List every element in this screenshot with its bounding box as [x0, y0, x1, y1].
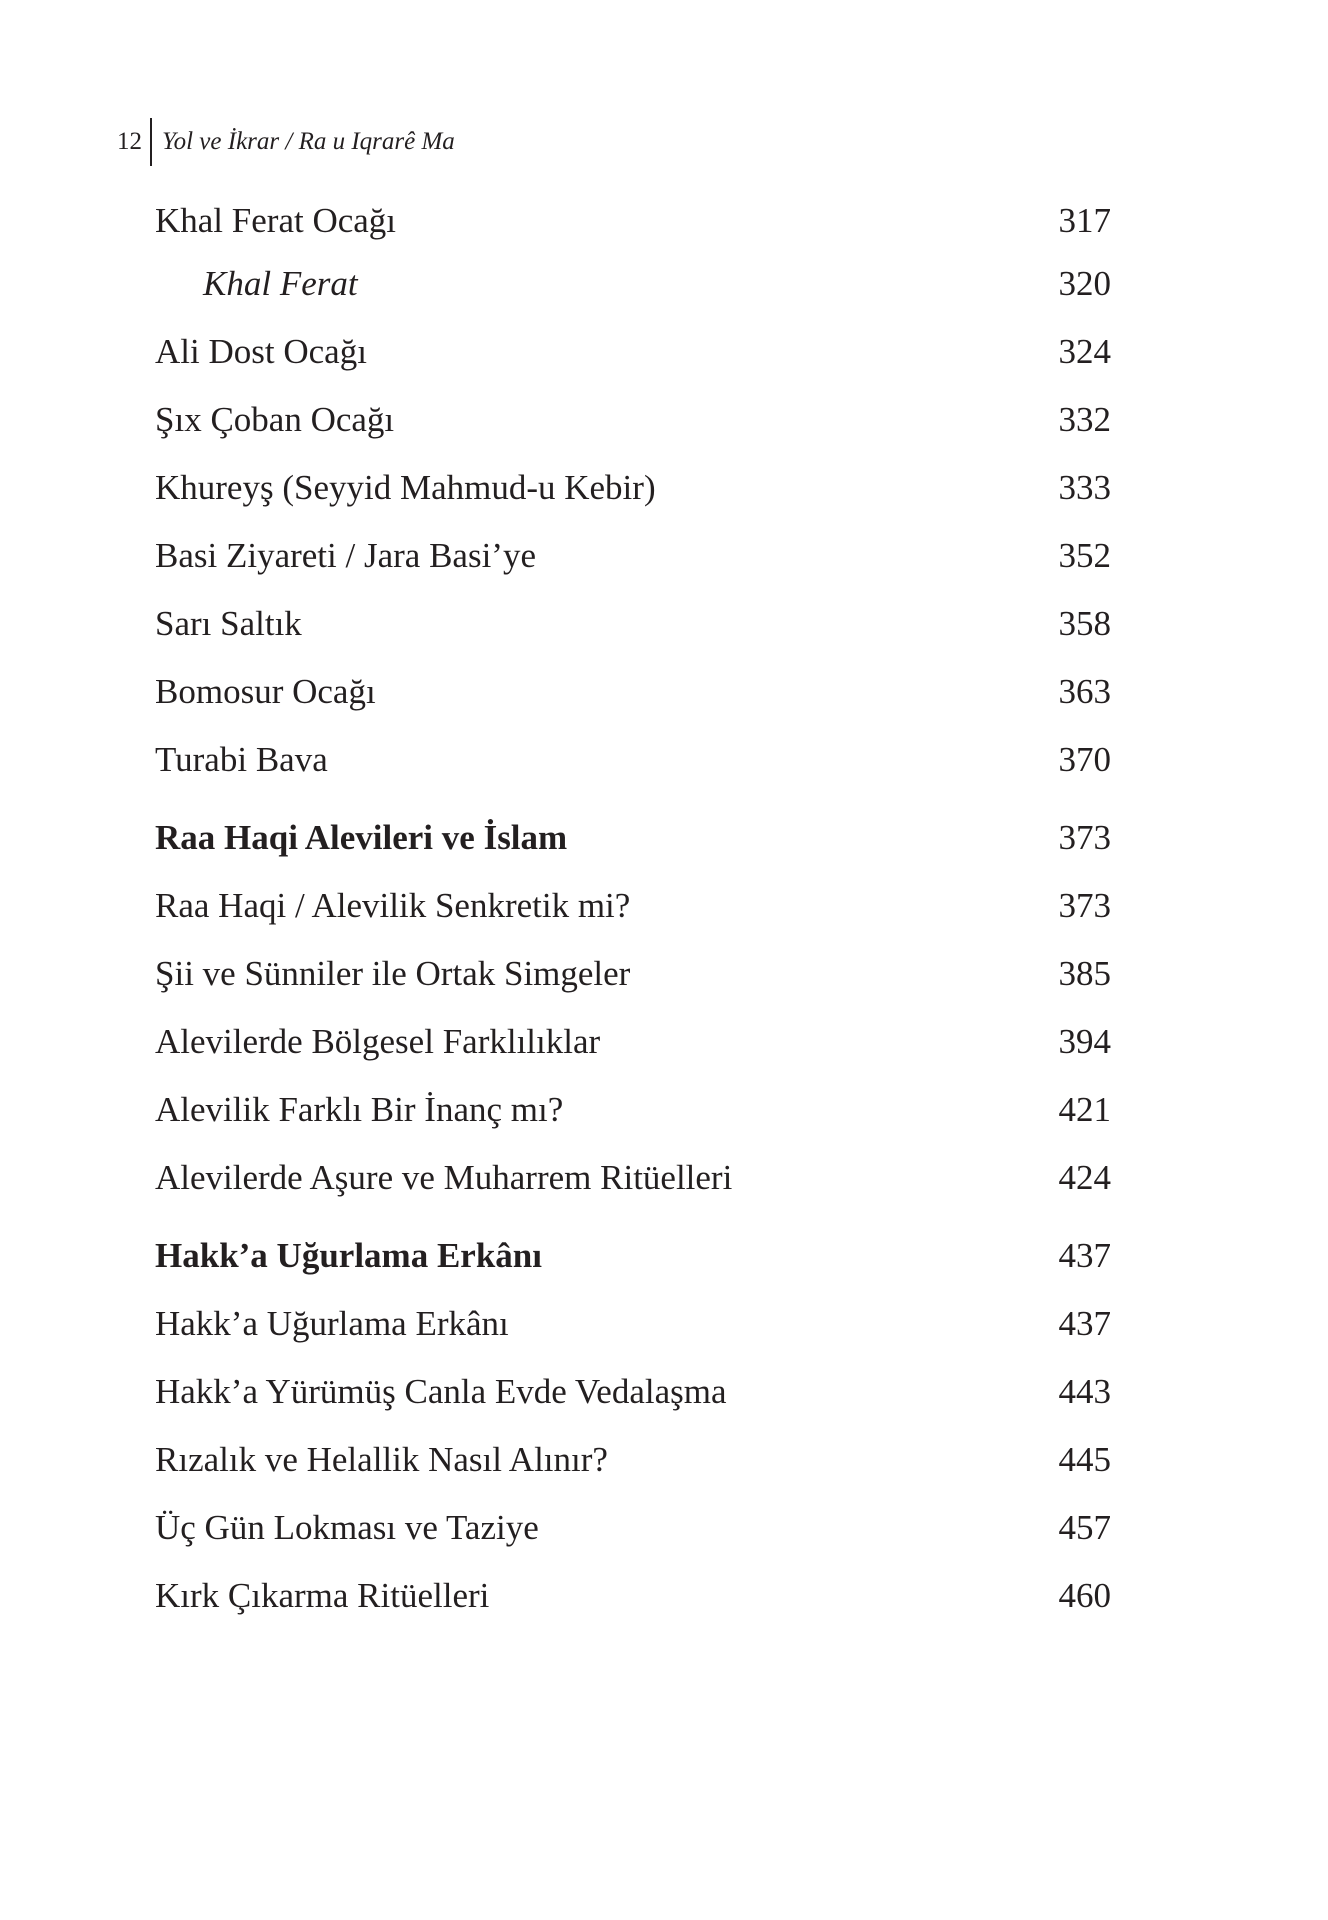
toc-entry-title: Hakk’a Uğurlama Erkânı [155, 1304, 509, 1343]
toc-entry-page: 445 [1058, 1440, 1111, 1479]
toc-entry [155, 1571, 1115, 1621]
toc-entry-title: Bomosur Ocağı [155, 672, 376, 711]
book-title: Yol ve İkrar / Ra u Iqrarê Ma [162, 128, 455, 155]
toc-section-heading [155, 1231, 1115, 1281]
toc-entry [155, 1017, 1115, 1067]
toc-entry-page: 437 [1058, 1304, 1111, 1343]
toc-entry [155, 1085, 1115, 1135]
toc-entry-page: 317 [1058, 201, 1111, 240]
toc-entry [155, 1299, 1115, 1349]
toc-entry [155, 327, 1115, 377]
toc-entry-title: Şii ve Sünniler ile Ortak Simgeler [155, 954, 631, 993]
toc-entry-page: 424 [1058, 1158, 1111, 1197]
toc-entry [155, 1367, 1115, 1417]
toc-entry-page: 394 [1058, 1022, 1111, 1061]
toc-entry-page: 421 [1058, 1090, 1111, 1129]
toc-entry [155, 463, 1115, 513]
toc-entry-title: Kırk Çıkarma Ritüelleri [155, 1576, 490, 1615]
toc-entry-title: Alevilerde Aşure ve Muharrem Ritüelleri [155, 1158, 733, 1197]
page-number: 12 [117, 128, 142, 155]
toc-entry-title: Sarı Saltık [155, 604, 302, 643]
toc-entry-title: Rızalık ve Helallik Nasıl Alınır? [155, 1440, 608, 1479]
toc-entry-title: Üç Gün Lokması ve Taziye [155, 1508, 539, 1547]
toc-entry-title: Alevilerde Bölgesel Farklılıklar [155, 1022, 601, 1061]
toc-entry [155, 667, 1115, 717]
toc-entry-page: 324 [1058, 332, 1111, 371]
toc-entry [155, 395, 1115, 445]
running-header [117, 118, 455, 166]
toc-entry-title: Hakk’a Yürümüş Canla Evde Vedalaşma [155, 1372, 727, 1411]
toc-entry-page: 385 [1058, 954, 1111, 993]
toc-entry-page: 358 [1058, 604, 1111, 643]
toc-entry [155, 196, 1115, 246]
toc-entry-title: Ali Dost Ocağı [155, 332, 367, 371]
toc-entry-page: 443 [1058, 1372, 1111, 1411]
toc-entry [155, 1503, 1115, 1553]
toc-entry-page: 352 [1058, 536, 1111, 575]
toc-entry [155, 259, 1115, 309]
toc-entry-page: 457 [1058, 1508, 1111, 1547]
toc-entry-page: 460 [1058, 1576, 1111, 1615]
toc-entry [155, 881, 1115, 931]
toc-entry-title: Raa Haqi / Alevilik Senkretik mi? [155, 886, 631, 925]
toc-entry-page: 363 [1058, 672, 1111, 711]
toc-entry-title: Hakk’a Uğurlama Erkânı [155, 1236, 542, 1275]
toc-entry-title: Khureyş (Seyyid Mahmud-u Kebir) [155, 468, 656, 507]
toc-entry-title: Khal Ferat [203, 264, 358, 303]
toc-entry [155, 599, 1115, 649]
toc-section-heading [155, 813, 1115, 863]
toc-entry-title: Raa Haqi Alevileri ve İslam [155, 818, 568, 857]
toc-entry-title: Khal Ferat Ocağı [155, 201, 397, 240]
toc-entry-page: 373 [1058, 886, 1111, 925]
toc-entry-title: Şıx Çoban Ocağı [155, 400, 395, 439]
toc-entry-title: Basi Ziyareti / Jara Basi’ye [155, 536, 536, 575]
toc-entry-page: 370 [1058, 740, 1111, 779]
toc-entry-page: 333 [1058, 468, 1111, 507]
toc-entry [155, 531, 1115, 581]
toc-entry [155, 735, 1115, 785]
toc-entry [155, 1435, 1115, 1485]
toc-entry-title: Alevilik Farklı Bir İnanç mı? [155, 1090, 564, 1129]
toc-entry-page: 320 [1058, 264, 1111, 303]
toc-entry-title: Turabi Bava [155, 740, 328, 779]
toc-entry [155, 1153, 1115, 1203]
toc-entry [155, 949, 1115, 999]
toc-entry-page: 332 [1058, 400, 1111, 439]
toc-entry-page: 373 [1058, 818, 1111, 857]
toc-entry-page: 437 [1058, 1236, 1111, 1275]
